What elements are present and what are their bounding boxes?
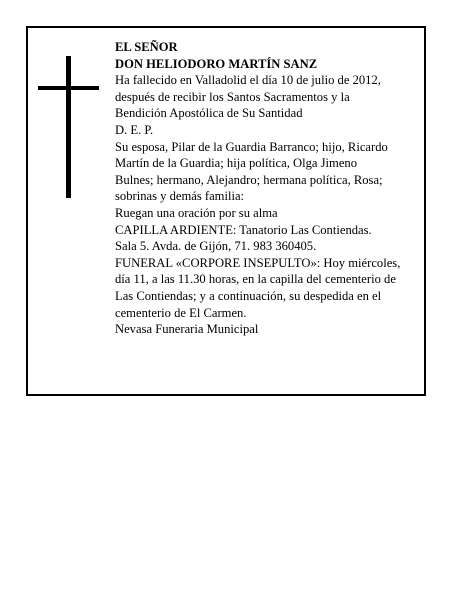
cross-vertical-bar bbox=[66, 56, 71, 198]
death-statement-line-2: después de recibir los Santos Sacramentos y la bbox=[115, 89, 350, 104]
prayer-request: Ruegan una oración por su alma bbox=[115, 205, 278, 220]
family-line-3: Bulnes; hermano, Alejandro; hermana política, Rosa; bbox=[115, 172, 383, 187]
cross-horizontal-bar bbox=[38, 86, 99, 90]
chapel-line-1: CAPILLA ARDIENTE: Tanatorio Las Contiendas. bbox=[115, 222, 372, 237]
notice-text bbox=[115, 39, 425, 338]
obituary-notice bbox=[26, 26, 426, 396]
title-line: EL SEÑOR bbox=[115, 40, 178, 54]
funeral-line-1: FUNERAL «CORPORE INSEPULTO»: Hoy miércoles, bbox=[115, 255, 401, 270]
funeral-line-2: día 11, a las 11.30 horas, en la capilla del cementerio de bbox=[115, 272, 396, 287]
death-statement-line-3: Bendición Apostólica de Su Santidad bbox=[115, 106, 303, 121]
rip-line: D. E. P. bbox=[115, 122, 154, 137]
chapel-line-2: Sala 5. Avda. de Gijón, 71. 983 360405. bbox=[115, 239, 317, 254]
family-line-1: Su esposa, Pilar de la Guardia Barranco; hijo, Ricardo bbox=[115, 139, 388, 154]
family-line-2: Martín de la Guardia; hija política, Olga Jimeno bbox=[115, 156, 358, 171]
funeral-home: Nevasa Funeraria Municipal bbox=[115, 322, 259, 337]
death-statement-line-1: Ha fallecido en Valladolid el día 10 de julio de 2012, bbox=[115, 73, 381, 88]
funeral-line-3: Las Contiendas; y a continuación, su despedida en el bbox=[115, 288, 382, 303]
family-line-4: sobrinas y demás familia: bbox=[115, 189, 245, 204]
deceased-name: DON HELIODORO MARTÍN SANZ bbox=[115, 56, 318, 71]
funeral-line-4: cementerio de El Carmen. bbox=[115, 305, 247, 320]
